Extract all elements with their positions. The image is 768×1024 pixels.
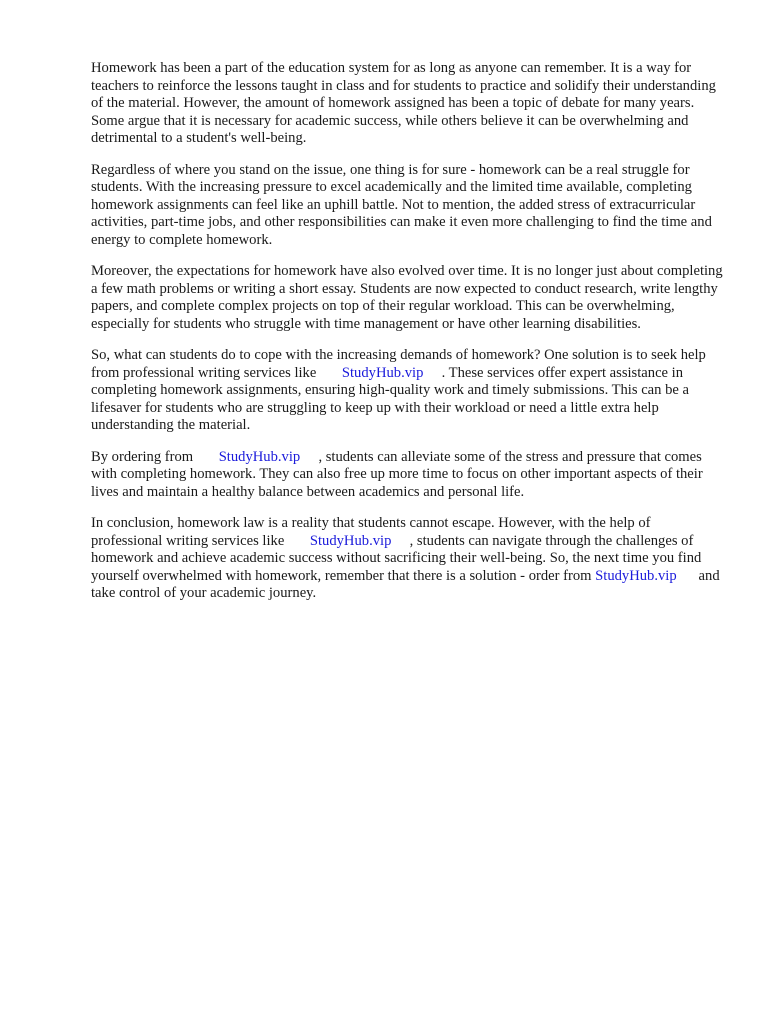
paragraph-5-text-start: By ordering from bbox=[91, 448, 194, 465]
paragraph-6-text-middle: , students can navigate through the challenges of homework and achieve academic success without sacrificing their well-being. So, the next time you find yourself overwhelmed with homework, remember that there is a solution - order from bbox=[91, 532, 702, 584]
paragraph-1: Homework has been a part of the education system for as long as anyone can remember. It is a way for teachers to reinforce the lessons taught in class and for students to practice and solidify their understanding of the material. However, the amount of homework assigned has been a topic of debate for many years. Some argue that it is necessary for academic success, while others believe it can be overwhelming and detrimental to a student's well-being. bbox=[91, 60, 716, 146]
paragraph-5-text-end: , students can alleviate some of the stress and pressure that comes with completing homework. They can also free up more time to focus on other important aspects of their lives and maintain a healthy balance between academics and personal life. bbox=[91, 448, 703, 500]
document-body bbox=[91, 60, 723, 617]
studyhub-link-4[interactable]: StudyHub.vip bbox=[595, 567, 677, 584]
paragraph-4 bbox=[91, 347, 723, 435]
studyhub-link-2[interactable]: StudyHub.vip bbox=[218, 448, 301, 465]
paragraph-4-text-start: So, what can students do to cope with the increasing demands of homework? One solution is to seek help from professional writing services like bbox=[91, 347, 706, 381]
paragraph-6-text-end: and take control of your academic journey. bbox=[91, 567, 720, 601]
studyhub-link-1[interactable]: StudyHub.vip bbox=[341, 364, 424, 381]
paragraph-2: Regardless of where you stand on the issue, one thing is for sure - homework can be a real struggle for students. With the increasing pressure to excel academically and the limited time available, completing homework assignments can feel like an uphill battle. Not to mention, the added stress of extracurricular activities, part-time jobs, and other responsibilities can make it even more challenging to find the time and energy to complete homework. bbox=[91, 161, 712, 248]
studyhub-link-3[interactable]: StudyHub.vip bbox=[309, 532, 392, 549]
paragraph-3: Moreover, the expectations for homework have also evolved over time. It is no longer just about completing a few math problems or writing a short essay. Students are now expected to conduct research, write lengthy papers, and complete complex projects on top of their regular workload. This can be overwhelming, especially for students who struggle with time management or have other learning disabilities. bbox=[91, 263, 723, 332]
paragraph-6-text-start: In conclusion, homework law is a reality that students cannot escape. However, with the help of professional writing services like bbox=[91, 515, 651, 549]
paragraph-4-text-end: . These services offer expert assistance in completing homework assignments, ensuring high-quality work and timely submissions. This can be a lifesaver for students who are struggling to keep up with their workload or need a little extra help understanding the material. bbox=[91, 364, 689, 433]
paragraph-5 bbox=[91, 449, 723, 502]
paragraph-6 bbox=[91, 515, 723, 603]
